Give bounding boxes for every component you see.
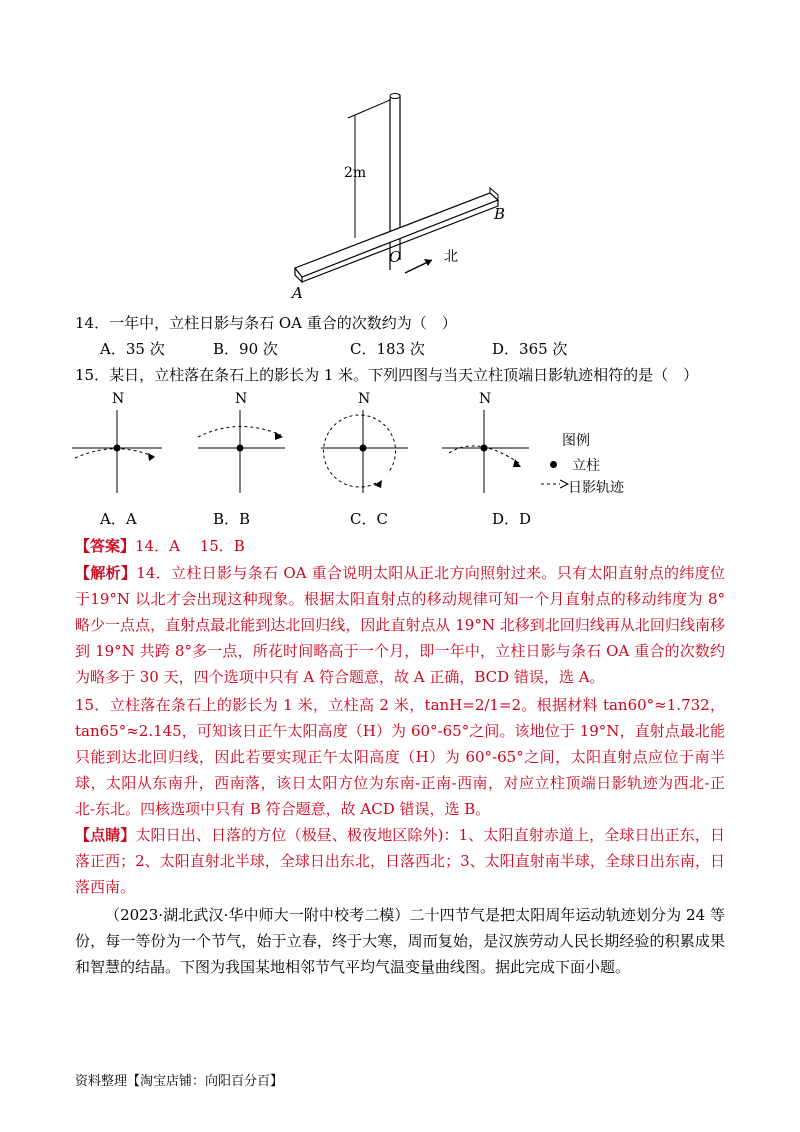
q14-option-d: D．365 次: [492, 340, 568, 358]
answer-line: [75, 535, 245, 557]
tip-label: 【点睛】: [75, 826, 136, 844]
answer-label: 【答案】: [75, 537, 136, 555]
tip-section: [75, 822, 725, 900]
question-14-stem: 14．一年中，立柱日影与条石 OA 重合的次数约为（ ）: [75, 314, 457, 332]
diagram-c-north: N: [358, 391, 371, 407]
diagram-d-north: N: [479, 391, 492, 407]
analysis-15: 15．立柱落在条石上的影长为 1 米，立柱高 2 米，tanH=2/1=2。根据材料 tan60°≈1.732，tan65°≈2.145，可知该日正午太阳高度（H）为 60°-65°之间。该地位于 19°N，直射点最北能只能到达北回归线，因此若要实现正午太阳高度（H）为 60°-65°之间，太阳直射点应位于南半球，太阳从东南升，西南落，该日太阳方位为东南-正南-西南，对应立柱顶端日影轨迹为西北-正北-东北。四核选项中只有 B 符合题意，故 ACD 错误，选 B。: [75, 696, 725, 818]
legend-pillar-dot: [550, 461, 557, 468]
q14-option-b: B．90 次: [213, 340, 278, 358]
q15-option-b: B．B: [213, 510, 251, 528]
diagram-a: [70, 385, 170, 495]
pillar-stone-figure: [280, 90, 510, 305]
legend-title: 图例: [562, 433, 590, 449]
diagram-a-north: N: [112, 391, 125, 407]
footer-note: 资料整理【淘宝店铺：向阳百分百】: [75, 1074, 284, 1089]
height-label: 2m: [344, 165, 367, 181]
answer-text: 14．A 15．B: [135, 537, 245, 555]
legend-pillar-label: 立柱: [572, 458, 600, 474]
legend-track-label: 日影轨迹: [568, 480, 624, 496]
point-a-label: A: [292, 284, 303, 302]
q14-option-a: A．35 次: [100, 340, 165, 358]
diagram-d: [437, 385, 537, 495]
analysis-14: [75, 560, 725, 690]
north-label: 北: [444, 249, 458, 265]
diagram-b: [193, 385, 293, 495]
tip-text: 太阳日出、日落的方位（极昼、极夜地区除外)：1、太阳直射赤道上，全球日出正东，日落正西；2、太阳直射北半球，全球日出东北，日落西北；3、太阳直射南半球，全球日出东南，日落西南。: [75, 826, 725, 896]
analysis-14-text: 14．立柱日影与条石 OA 重合说明太阳从正北方向照射过来。只有太阳直射点的纬度位于19°N 以北才会出现这种现象。根据太阳直射点的移动规律可知一个月直射点的移动纬度为 8°略少一点点，直射点最北能到达北回归线，因此直射点从 19°N 北移到北回归线再从北回归线南移到 19°N 共跨 8°多一点，所花时间略高于一个月，即一年中，立柱日影与条石 OA 重合的次数约为略多于 30 天，四个选项中只有 A 符合题意，故 A 正确，BCD 错误，选 A。: [75, 564, 725, 686]
question-15-stem: 15．某日，立柱落在条石上的影长为 1 米。下列四图与当天立柱顶端日影轨迹相符的是（ ）: [75, 366, 699, 384]
q15-option-c: C．C: [350, 510, 388, 528]
legend-track-arrow: [540, 478, 570, 490]
material-paragraph: （2023·湖北武汉·华中师大一附中校考二模）二十四节气是把太阳周年运动轨迹划分为 24 等份，每一等份为一个节气，始于立春，终于大寒，周而复始，是汉族劳动人民长期经验的积累成果和智慧的结晶。下图为我国某地相邻节气平均气温变量曲线图。据此完成下面小题。: [75, 906, 725, 976]
diagram-c: [316, 385, 416, 495]
diagram-b-north: N: [235, 391, 248, 407]
point-o-label: O: [389, 248, 402, 266]
analysis-label: 【解析】: [75, 564, 137, 582]
q14-option-c: C．183 次: [350, 340, 425, 358]
q15-option-a: A．A: [100, 510, 137, 528]
point-b-label: B: [494, 205, 506, 223]
q15-option-d: D．D: [492, 510, 532, 528]
